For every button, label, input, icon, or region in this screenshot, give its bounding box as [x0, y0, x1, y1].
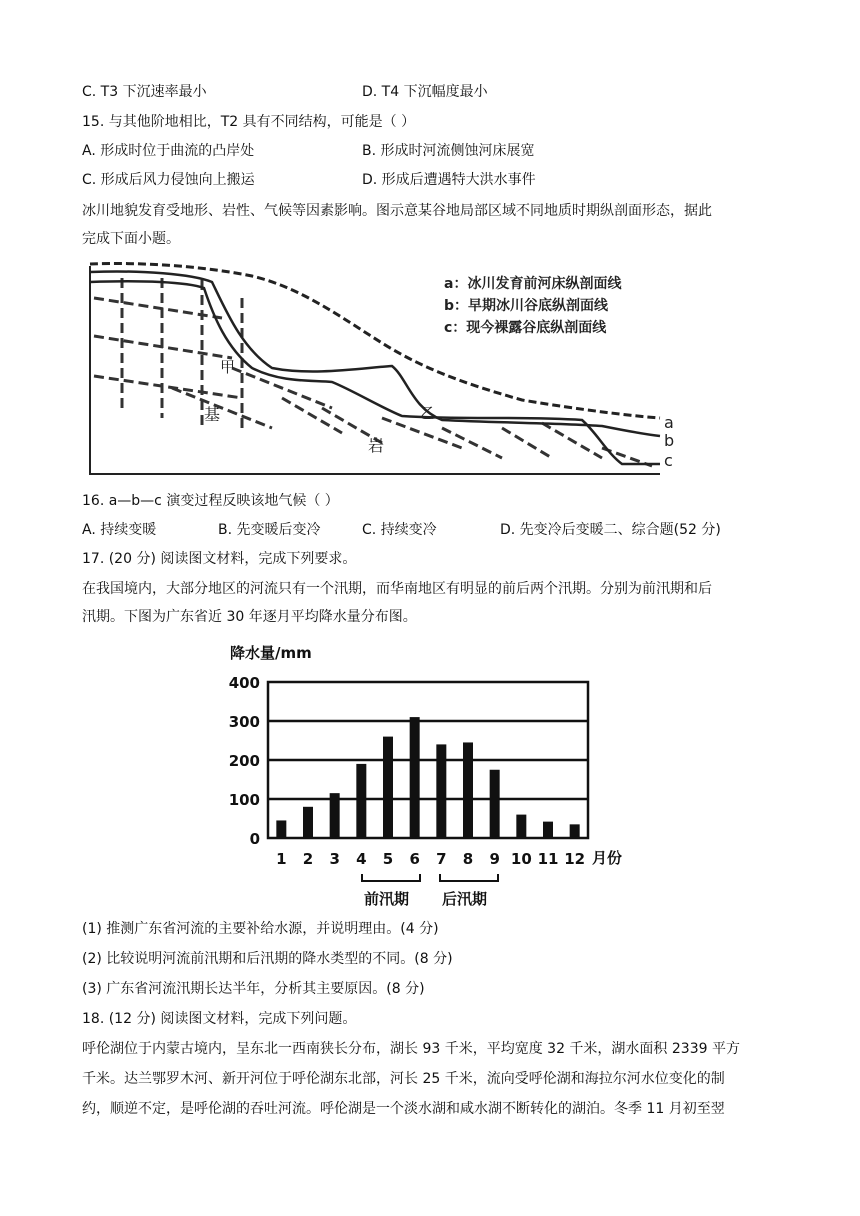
q17-material-line-1: 在我国境内，大部分地区的河流只有一个汛期，而华南地区有明显的前后两个汛期。分别为前汛期和后: [82, 581, 712, 597]
q14-option-d: D. T4 下沉幅度最小: [362, 84, 488, 100]
x-tick-label: 10: [510, 850, 532, 868]
legend-c: c：现今裸露谷底纵剖面线: [444, 320, 607, 336]
bar-month-8: [463, 742, 473, 838]
bar-month-7: [436, 744, 446, 838]
chart-yticks: [229, 674, 260, 848]
chart-ylabel: 降水量/mm: [230, 644, 312, 662]
x-tick-label: 11: [537, 850, 559, 868]
x-tick-label: 1: [276, 850, 287, 868]
x-tick-label: 4: [356, 850, 367, 868]
chart-bars: [276, 717, 579, 838]
precipitation-chart: [220, 638, 650, 913]
label-ji: 基: [204, 405, 221, 424]
label-yan: 岩: [368, 436, 385, 455]
annotation-front-flood: 前汛期: [364, 890, 410, 908]
x-tick-label: 5: [382, 850, 394, 868]
label-a: a: [664, 413, 674, 432]
label-b: b: [664, 431, 675, 450]
x-tick-label: 6: [409, 850, 420, 868]
q14-option-c: C. T3 下沉速率最小: [82, 84, 207, 100]
profile-line-b: [90, 271, 660, 436]
x-tick-label: 7: [436, 850, 447, 868]
x-tick-label: 8: [462, 850, 474, 868]
q18-material-line-2: 千米。达兰鄂罗木河、新开河位于呼伦湖东北部，河长 25 千米，流向受呼伦湖和海拉尔河水位变化的制: [82, 1071, 725, 1087]
legend-b: b：早期冰川谷底纵剖面线: [444, 298, 609, 314]
back-flood-bracket: [440, 874, 498, 881]
glacier-intro-line-2: 完成下面小题。: [82, 231, 180, 247]
x-tick-label: 9: [489, 850, 500, 868]
y-tick-label: 100: [228, 791, 260, 809]
chart-grid: [268, 682, 588, 838]
q18-material-line-1: 呼伦湖位于内蒙古境内，呈东北一西南狭长分布，湖长 93 千米，平均宽度 32 千米，湖水面积 2339 平方: [82, 1041, 740, 1057]
y-tick-label: 200: [228, 752, 260, 770]
bar-month-9: [490, 770, 500, 838]
q16-option-c: C. 持续变冷: [362, 522, 437, 538]
y-tick-label: 0: [249, 830, 260, 848]
glacier-intro-line-1: 冰川地貌发育受地形、岩性、气候等因素影响。图示意某谷地局部区域不同地质时期纵剖面形态，据此: [82, 203, 712, 219]
bar-month-3: [330, 793, 340, 838]
q15-option-c: C. 形成后风力侵蚀向上搬运: [82, 172, 255, 188]
label-jia: 甲: [220, 358, 236, 376]
front-flood-bracket: [362, 874, 420, 881]
legend-a: a：冰川发育前河床纵剖面线: [444, 276, 622, 292]
bar-month-4: [356, 764, 366, 838]
q15-option-b: B. 形成时河流侧蚀河床展宽: [362, 143, 535, 159]
q18-material-line-3: 约，顺逆不定，是呼伦湖的吞吐河流。呼伦湖是一个淡水湖和咸水湖不断转化的湖泊。冬季 11 月初至翌: [82, 1101, 725, 1117]
label-yi: 乙: [420, 404, 436, 422]
valley-profile-figure: [82, 258, 682, 480]
q17-sub-3: (3) 广东省河流汛期长达半年，分析其主要原因。(8 分): [82, 981, 425, 997]
q17-material-line-2: 汛期。下图为广东省近 30 年逐月平均降水量分布图。: [82, 609, 417, 625]
x-tick-label: 3: [329, 850, 340, 868]
q15-option-d: D. 形成后遭遇特大洪水事件: [362, 172, 536, 188]
x-tick-label: 2: [302, 850, 314, 868]
x-tick-label: 12: [564, 850, 586, 868]
q18-stem: 18. (12 分) 阅读图文材料，完成下列问题。: [82, 1011, 357, 1027]
chart-xticks: [276, 850, 585, 868]
bar-month-5: [383, 737, 393, 838]
bar-month-2: [303, 807, 313, 838]
q16-stem: 16. a—b—c 演变过程反映该地气候（ ）: [82, 493, 339, 509]
chart-xlabel: 月份: [592, 849, 623, 867]
y-tick-label: 400: [228, 674, 260, 692]
annotation-back-flood: 后汛期: [442, 890, 488, 908]
bar-month-1: [276, 820, 286, 838]
bar-month-6: [410, 717, 420, 838]
q16-option-d: D. 先变冷后变暖二、综合题(52 分): [500, 522, 721, 538]
q17-sub-1: (1) 推测广东省河流的主要补给水源，并说明理由。(4 分): [82, 921, 439, 937]
bar-month-10: [516, 815, 526, 838]
bar-month-11: [543, 822, 553, 838]
bar-month-12: [570, 824, 580, 838]
label-c: c: [664, 451, 673, 470]
y-tick-label: 300: [228, 713, 260, 731]
q16-option-b: B. 先变暖后变冷: [218, 522, 321, 538]
q16-option-a: A. 持续变暖: [82, 522, 157, 538]
q15-stem: 15. 与其他阶地相比，T2 具有不同结构，可能是（ ）: [82, 114, 416, 130]
q17-stem: 17. (20 分) 阅读图文材料，完成下列要求。: [82, 551, 357, 567]
q15-option-a: A. 形成时位于曲流的凸岸处: [82, 143, 255, 159]
q17-sub-2: (2) 比较说明河流前汛期和后汛期的降水类型的不同。(8 分): [82, 951, 453, 967]
